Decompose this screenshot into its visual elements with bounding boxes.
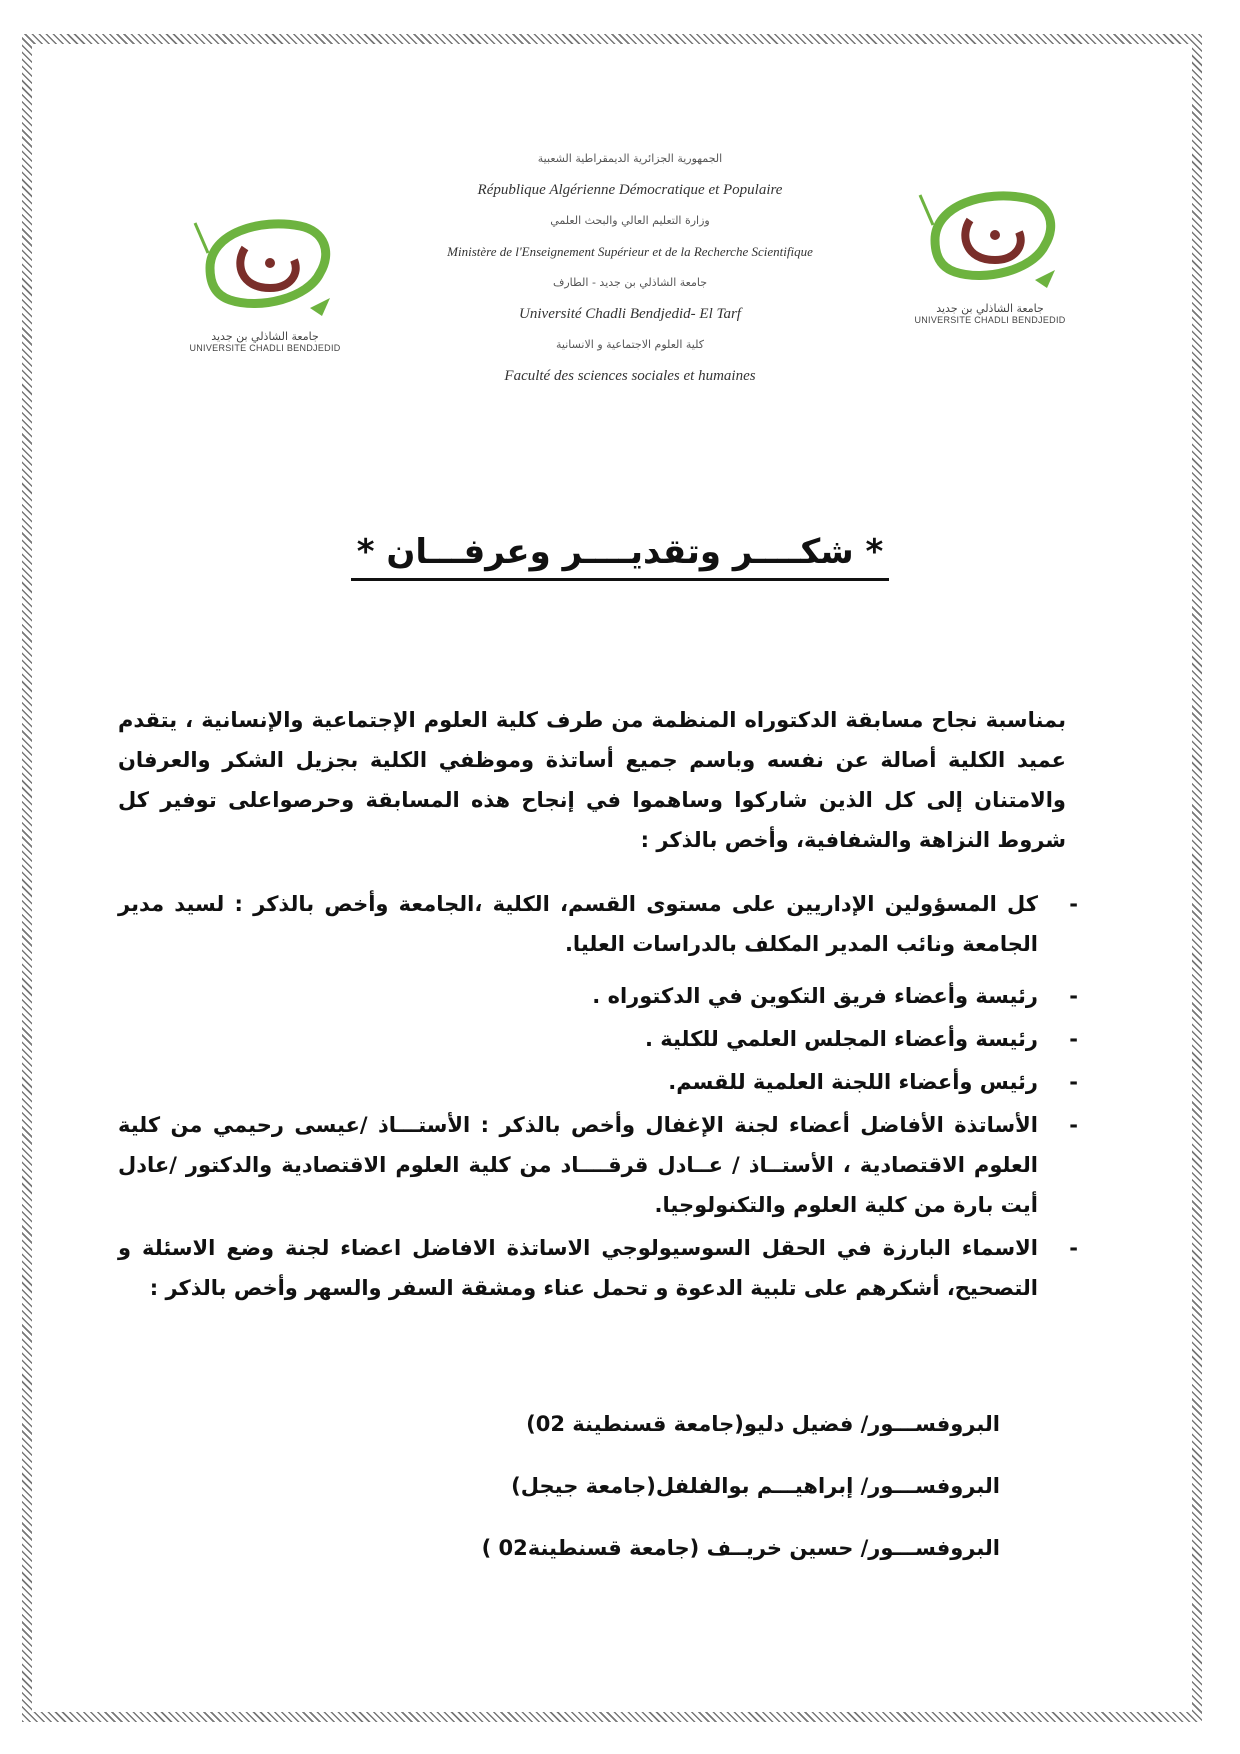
header-line: الجمهورية الجزائرية الديمقراطية الشعبية xyxy=(537,152,723,165)
document-title-text: * شكــــر وتقديــــر وعرفـــان * xyxy=(351,532,890,581)
professor-name: البروفســـور/ حسين خريــف (جامعة قسنطينة02 ) xyxy=(481,1536,1000,1560)
professor-name: البروفســـور/ إبراهيـــم بوالفلفل(جامعة جيجل) xyxy=(511,1474,1000,1498)
header-line: Faculté des sciences sociales et humaines xyxy=(504,368,756,384)
list-item: - كل المسؤولين الإداريين على مستوى القسم، الكلية ،الجامعة وأخص بالذكر : لسيد مدير الجامعة ونائب المدير المكلف بالدراسات العليا. xyxy=(118,884,1066,964)
document-title xyxy=(0,532,1240,581)
logo-right-arabic: جامعة الشاذلي بن جديد xyxy=(936,302,1044,315)
header-line: Ministère de l'Enseignement Supérieur et de la Recherche Scientifique xyxy=(447,244,813,259)
list-item: - الاسماء البارزة في الحقل السوسيولوجي الاساتذة الافاضل اعضاء لجنة وضع الاسئلة و التصحيح، أشكرهم على تلبية الدعوة و تحمل عناء ومشقة السفر والسهر وأخص بالذكر : xyxy=(118,1228,1066,1308)
university-logo-icon xyxy=(190,208,340,328)
university-logo-icon xyxy=(915,180,1065,300)
intro-paragraph: بمناسبة نجاح مسابقة الدكتوراه المنظمة من طرف كلية العلوم الإجتماعية والإنسانية ، يتقدم عميد الكلية أصالة عن نفسه وباسم جميع أساتذة وموظفي الكلية بجزيل الشكر والعرفان والامتنان إلى كل الذين شاركوا وساهموا في إنجاح هذه المسابقة وحرصواعلى توفير كل شروط النزاهة والشفافية، وأخص بالذكر : xyxy=(118,708,1066,852)
header-line: Université Chadli Bendjedid- El Tarf xyxy=(519,306,741,322)
institution-header xyxy=(360,144,900,392)
header-line: جامعة الشاذلي بن جديد - الطارف xyxy=(552,276,708,289)
university-logo-right xyxy=(905,180,1075,325)
professor-name: البروفســـور/ فضيل دليو(جامعة قسنطينة 02) xyxy=(526,1412,1000,1436)
list-item: - الأساتذة الأفاضل أعضاء لجنة الإغفال وأخص بالذكر : الأستـــاذ /عيسى رحيمي من كلية العلوم الاقتصادية ، الأستــاذ / عــادل قرقــــاد من كلية العلوم الاقتصادية والدكتور /عادل أيت بارة من كلية العلوم والتكنولوجيا. xyxy=(118,1105,1066,1225)
list-item: - رئيسة وأعضاء المجلس العلمي للكلية . xyxy=(118,1019,1066,1059)
list-item: - رئيس وأعضاء اللجنة العلمية للقسم. xyxy=(118,1062,1066,1102)
acknowledgement-list xyxy=(118,884,1066,1308)
list-item: - رئيسة وأعضاء فريق التكوين في الدكتوراه . xyxy=(118,976,1066,1016)
header-line: كلية العلوم الاجتماعية و الانسانية xyxy=(555,338,705,351)
professors-list xyxy=(420,1404,1000,1590)
logo-left-arabic: جامعة الشاذلي بن جديد xyxy=(211,330,319,343)
university-logo-left xyxy=(180,208,350,353)
header-line: وزارة التعليم العالي والبحث العلمي xyxy=(550,214,710,227)
letterhead xyxy=(0,0,1240,420)
logo-left-french: UNIVERSITE CHADLI BENDJEDID xyxy=(189,343,341,353)
header-line: République Algérienne Démocratique et Populaire xyxy=(477,182,783,198)
logo-right-french: UNIVERSITE CHADLI BENDJEDID xyxy=(914,315,1066,325)
letter-body xyxy=(118,700,1066,1311)
